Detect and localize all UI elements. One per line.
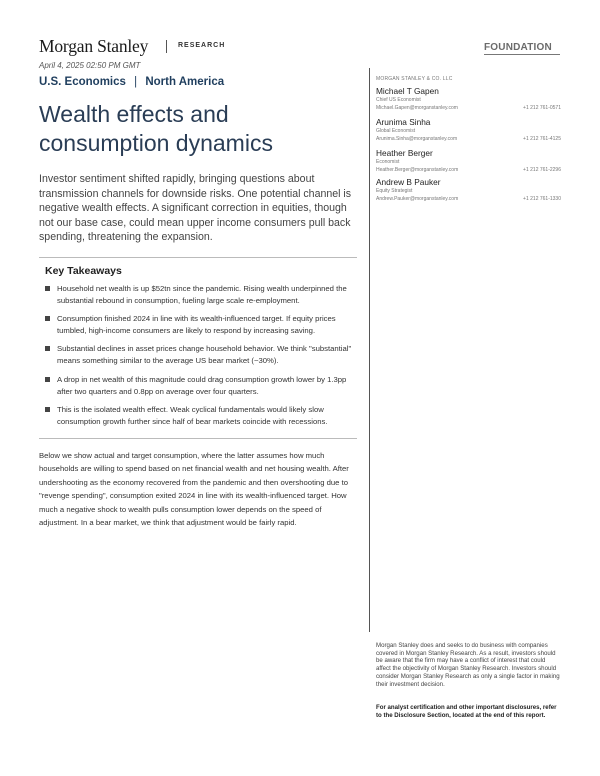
analyst-contact — [376, 136, 561, 143]
analyst-name: Arunima Sinha — [376, 117, 431, 127]
body-paragraph: Below we show actual and target consumption, where the latter assumes how much households are willing to spend based on net financial wealth and net housing wealth. After undershooting as the economy recovered from the pandemic and then overshooting due to "revenge spending", consumption exited 2024 in line with its wealth-influenced target. How much a negative shock to wealth pulls consumption lower depends on the speed of adjustment. In a bear market, we think that adjustment would be fairly rapid. — [39, 451, 349, 528]
takeaway-text: Household net wealth is up $52tn since the pandemic. Rising wealth underpinned the substantial rebound in consumption, fueling large scale re-employment. — [57, 284, 347, 305]
analyst-email[interactable]: Michael.Gapen@morganstanley.com — [376, 105, 458, 111]
foundation-rule — [484, 54, 560, 55]
foundation-badge: FOUNDATION — [484, 42, 552, 53]
takeaways-bottom-rule — [39, 438, 357, 439]
brand-logo: Morgan Stanley — [39, 36, 149, 56]
takeaway-item — [45, 283, 360, 307]
publication-date: April 4, 2025 02:50 PM GMT — [39, 61, 141, 70]
section-region: North America — [145, 76, 225, 88]
analyst-phone: +1 212 761-2296 — [523, 167, 561, 173]
takeaway-item — [45, 343, 360, 367]
takeaway-text: This is the isolated wealth effect. Weak cyclical fundamentals would likely slow consumption growth further since half of bear markets coincide with recessions. — [57, 404, 328, 426]
takeaway-text: A drop in net wealth of this magnitude could drag consumption growth lower by 1.3pp after two quarters and 0.8pp on average over four quarters. — [57, 374, 347, 396]
analyst-name: Heather Berger — [376, 148, 433, 158]
takeaway-item — [45, 374, 360, 398]
analyst-card — [376, 148, 561, 174]
takeaway-item — [45, 313, 360, 337]
takeaway-item — [45, 404, 360, 428]
analyst-contact — [376, 167, 561, 174]
analyst-contact — [376, 105, 561, 112]
analyst-role: Chief US Economist — [376, 97, 421, 103]
analyst-role: Equity Strategist — [376, 188, 413, 194]
takeaway-text: Consumption finished 2024 in line with its wealth-influenced target. If equity prices tumbled, high-income consumers are likely to respond by increasing saving. — [57, 314, 336, 336]
column-divider — [369, 68, 370, 632]
analyst-name: Michael T Gapen — [376, 86, 439, 96]
analyst-email[interactable]: Heather.Berger@morganstanley.com — [376, 167, 459, 173]
firm-name: MORGAN STANLEY & CO. LLC — [376, 76, 453, 82]
takeaways-top-rule — [39, 257, 357, 258]
analyst-phone: +1 212 761-1330 — [523, 196, 561, 202]
square-bullet-icon — [45, 377, 50, 382]
takeaway-text: Substantial declines in asset prices change household behavior. We think "substantial" means something similar to the average US bear market (~30%). — [57, 344, 352, 366]
section-category: U.S. Economics — [39, 76, 126, 88]
conflict-disclaimer: Morgan Stanley does and seeks to do business with companies covered in Morgan Stanley Research. As a result, investors should be aware that the firm may have a conflict of interest that could affect the objectivity of Morgan Stanley Research. Investors should consider Morgan Stanley Research as only a single factor in making their investment decision. — [376, 642, 560, 688]
report-lede: Investor sentiment shifted rapidly, bringing questions about transmission channels for downside risks. One potential channel is negative wealth effects. A significant correction in equities, though not our base case, could mean upper income consumers pull back spending, threatening the expansion. — [39, 173, 352, 244]
analyst-contact — [376, 196, 561, 203]
analyst-role: Global Economist — [376, 128, 416, 134]
analyst-name: Andrew B Pauker — [376, 177, 441, 187]
takeaways-title: Key Takeaways — [45, 265, 122, 277]
research-label: RESEARCH — [178, 42, 226, 49]
disclosure-notice: For analyst certification and other important disclosures, refer to the Disclosure Section, located at the end of this report. — [376, 704, 557, 719]
square-bullet-icon — [45, 286, 50, 291]
square-bullet-icon — [45, 407, 50, 412]
report-title: Wealth effects and consumption dynamics — [39, 101, 273, 156]
section-heading — [39, 76, 224, 88]
analyst-card — [376, 117, 561, 143]
square-bullet-icon — [45, 316, 50, 321]
analyst-email[interactable]: Andrew.Pauker@morganstanley.com — [376, 196, 459, 202]
analyst-phone: +1 212 761-4125 — [523, 136, 561, 142]
analyst-card — [376, 177, 561, 203]
header-divider — [166, 40, 167, 53]
square-bullet-icon — [45, 346, 50, 351]
analyst-role: Economist — [376, 159, 400, 165]
analyst-card — [376, 86, 561, 112]
section-separator: | — [134, 76, 138, 88]
takeaways-list — [45, 283, 360, 434]
analyst-phone: +1 212 761-0571 — [523, 105, 561, 111]
analyst-email[interactable]: Arunima.Sinha@morganstanley.com — [376, 136, 458, 142]
